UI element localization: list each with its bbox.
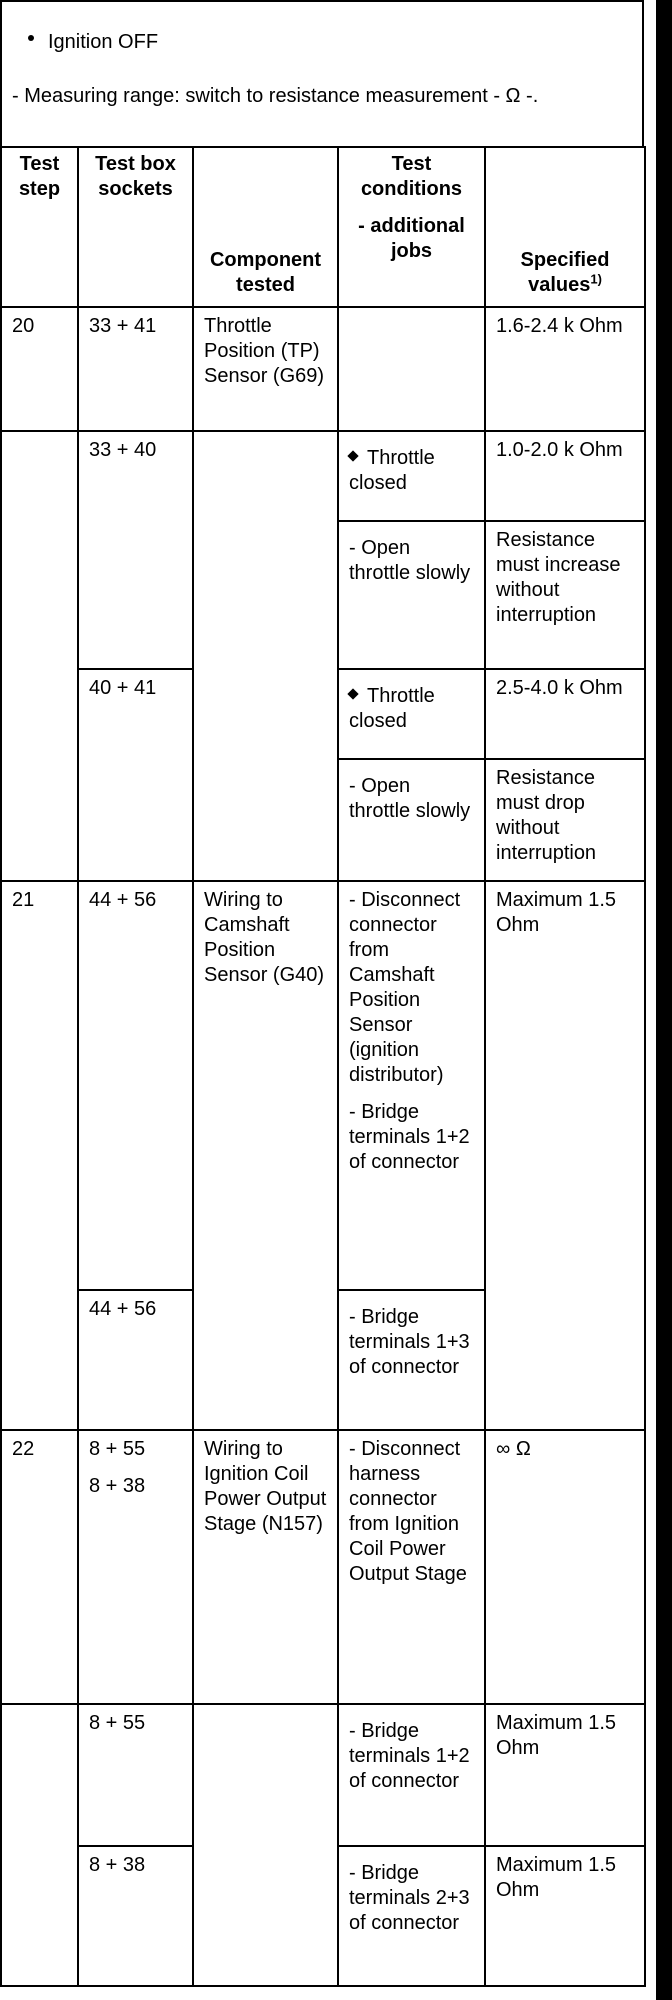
ignition-off-text: Ignition OFF [48, 31, 159, 53]
cell-sockets: 33 + 40 [78, 431, 193, 669]
table-row-step-22 [1, 1430, 645, 1704]
cell-condition: - Open throttle slowly [338, 521, 485, 669]
cell-sockets [78, 1430, 193, 1704]
table-row-step-22-a [1, 1704, 645, 1846]
cell-component: Wiring to Ignition Coil Power Output Stage (N157) [193, 1430, 338, 1704]
cell-value: Maximum 1.5 Ohm [485, 1846, 645, 1986]
diamond-bullet-icon [347, 688, 358, 699]
cell-value: 1.6-2.4 k Ohm [485, 307, 645, 431]
cell-step: 21 [1, 881, 78, 1430]
header-test-box-sockets: Test box sockets [78, 147, 193, 307]
cell-condition: - Bridge terminals 2+3 of connector [338, 1846, 485, 1986]
cell-value: Resistance must increase without interruption [485, 521, 645, 669]
cell-sockets: 8 + 38 [78, 1846, 193, 1986]
measuring-range-text: - Measuring range: switch to resistance measurement - Ω -. [12, 85, 539, 107]
cell-sockets: 33 + 41 [78, 307, 193, 431]
cell-component-empty [193, 431, 338, 881]
header-test-conditions [338, 147, 485, 307]
cell-step: 22 [1, 1430, 78, 1704]
cell-value: Maximum 1.5 Ohm [485, 1704, 645, 1846]
cell-step: 20 [1, 307, 78, 431]
cell-sockets: 44 + 56 [78, 1290, 193, 1430]
cell-condition [338, 669, 485, 759]
cell-value: ∞ Ω [485, 1430, 645, 1704]
cell-condition: - Disconnect harness connector from Ignition Coil Power Output Stage [338, 1430, 485, 1704]
cell-sockets: 44 + 56 [78, 881, 193, 1290]
cell-value: 1.0-2.0 k Ohm [485, 431, 645, 521]
diamond-bullet-icon [347, 450, 358, 461]
cell-condition [338, 431, 485, 521]
header-additional-jobs: - additional jobs [358, 215, 465, 262]
condition-disconnect-text: - Disconnect connector from Camshaft Position Sensor (ignition distributor) [349, 889, 461, 1086]
cell-condition: - Open throttle slowly [338, 759, 485, 881]
header-test-step: Test step [1, 147, 78, 307]
condition-text: Throttle closed [349, 685, 435, 732]
cell-condition: - Bridge terminals 1+2 of connector [338, 1704, 485, 1846]
condition-bridge-text: - Bridge terminals 1+2 of connector [349, 1101, 470, 1173]
table-row-step-21 [1, 881, 645, 1290]
right-edge-bar [656, 0, 672, 2000]
ignition-off-line [28, 30, 158, 55]
table-row-step-20-a1 [1, 431, 645, 521]
header-specified-values [485, 147, 645, 307]
condition-text: Throttle closed [349, 447, 435, 494]
header-specified-values-text: Specified values [520, 249, 610, 296]
cell-sockets: 40 + 41 [78, 669, 193, 881]
cell-condition [338, 881, 485, 1290]
table-header-row [1, 147, 645, 307]
cell-value: Resistance must drop without interruption [485, 759, 645, 881]
cell-step-empty [1, 431, 78, 881]
cell-value: Maximum 1.5 Ohm [485, 881, 645, 1430]
cell-step-empty [1, 1704, 78, 1986]
cell-component-empty [193, 1704, 338, 1986]
header-component-tested: Component tested [193, 147, 338, 307]
sockets-second: 8 + 38 [89, 1475, 146, 1497]
cell-condition [338, 307, 485, 431]
intro-box [0, 0, 644, 148]
bullet-icon [28, 35, 34, 41]
header-test-conditions-title: Test conditions [360, 153, 463, 200]
cell-condition: - Bridge terminals 1+3 of connector [338, 1290, 485, 1430]
sockets-first: 8 + 55 [89, 1438, 146, 1460]
table-row-step-20 [1, 307, 645, 431]
cell-component: Throttle Position (TP) Sensor (G69) [193, 307, 338, 431]
cell-sockets: 8 + 55 [78, 1704, 193, 1846]
cell-component: Wiring to Camshaft Position Sensor (G40) [193, 881, 338, 1430]
cell-value: 2.5-4.0 k Ohm [485, 669, 645, 759]
test-table [0, 146, 646, 1987]
footnote-marker: 1) [590, 271, 602, 287]
